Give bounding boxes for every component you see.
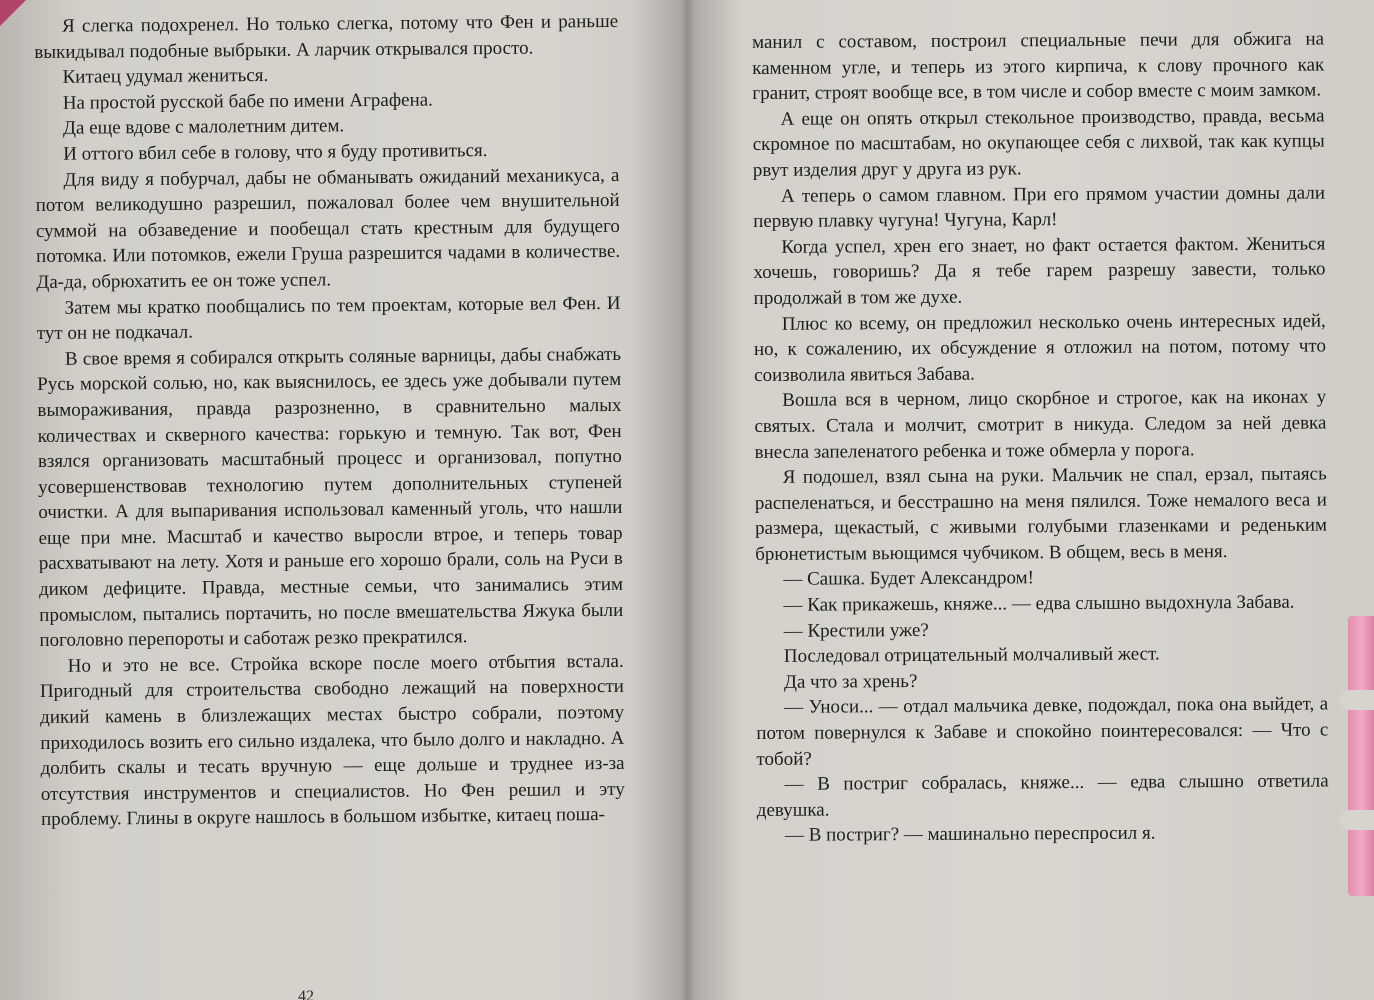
left-paragraph-1: Я слегка подохренел. Но только слегка, потому что Фен и раньше выкидывал подобные выбрыки. А ларчик открывался просто. (34, 10, 619, 63)
left-paragraph-8: В свое время я собирался открыть соляные варницы, дабы снабжать Русь морской солью, но, как выяснилось, ее здесь уже добывали путем вымораживания, правда разрозненно, в сравнительно малых количествах и скверного качества: горькую и темную. Так вот, Фен взялся организовать масштабный процесс и организовал, попутно усовершенствовав технологию путем дополнительных ступеней очистки. А для выпаривания использовал каменный уголь, что нашли еще при мне. Масштаб и качество выросли втрое, и теперь товар расхватывают на лету. Хотя и раньше его хорошо брали, соль на Руси в диком дефиците. Правда, местные семьи, что занимались этим промыслом, пытались портачить, но после вмешательства Яжука были поголовно перепороты и саботаж резко прекратился. (37, 343, 624, 652)
right-paragraph-8: — Сашка. Будет Александром! (783, 567, 1034, 591)
right-paragraph-15: — В постриг? — машинально переспросил я. (784, 822, 1156, 847)
corner-bookmark (0, 0, 26, 26)
right-paragraph-13: — Уноси... — отдал мальчика девке, подождал, пока она выйдет, а потом повернулся к Забаве и спокойно поинтересовался: — Что с тобой? (756, 693, 1329, 770)
right-paragraph-11: Последовал отрицательный молчаливый жест. (783, 643, 1160, 668)
left-paragraph-7: Затем мы кратко пообщались по тем проектам, которые вел Фен. И тут он не подкачал. (36, 292, 621, 345)
right-paragraph-1: манил с составом, построил специальные печи для обжига на каменном угле, и теперь из этого кирпича, к слову прочного как гранит, строят вообще все, в том числе и собор вместе с моим замком. (752, 28, 1325, 105)
right-paragraph-3: А теперь о самом главном. При его прямом участии домны дали первую плавку чугуна! Чугуна, Карл! (753, 182, 1326, 233)
right-paragraph-10: — Крестили уже? (783, 619, 929, 642)
right-paragraph-14: — В постриг собралась, княже... — едва слышно ответила девушка. (756, 770, 1329, 821)
right-paragraph-2: А еще он опять открыл стекольное производство, правда, весьма скромное по масштабам, но окупающее себя с лихвой, так как купцы рвут изделия друг у друга из рук. (752, 105, 1325, 181)
ribbon-notch (1340, 690, 1374, 710)
right-page (752, 27, 1329, 849)
left-paragraph-3: На простой русской бабе по имени Аграфена. (62, 89, 433, 114)
left-paragraph-2: Китаец удумал жениться. (62, 65, 269, 88)
right-paragraph-6: Вошла вся в черном, лицо скорбное и строгое, как на иконах у святых. Стала и молчит, смотрит в никуда. Следом за ней девка внесла запеленатого ребенка и тоже обмерла у порога. (754, 386, 1327, 463)
left-paragraph-4: Да еще вдове с малолетним дитем. (62, 115, 345, 140)
left-paragraph-9: Но и это не все. Стройка вскоре после моего отбытия встала. Пригодный для строительства свободно лежащий на поверхности дикий камень в близлежащих местах быстро собрали, поэтому приходилось возить его сильно издалека, что было долго и накладно. А долбить скалы и тесать вручную — еще дольше и труднее из-за отсутствия инструментов и специалистов. Но Фен решил и эту проблему. Глины в округе нашлось в большом избытке, китаец поша- (39, 650, 625, 831)
right-paragraph-4: Когда успел, хрен его знает, но факт остается фактом. Жениться хочешь, говоришь? Да я тебе гарем разрешу завести, только продолжай в том же духе. (753, 233, 1326, 309)
right-paragraph-7: Я подошел, взял сына на руки. Мальчик не спал, ерзал, пытаясь распеленаться, и бесстрашно на меня пялился. Тоже немалого веса и размера, щекастый, с живыми голубыми глазенками и реденьким брюнетистым вьющимся чубчиком. В общем, весь в меня. (754, 463, 1328, 565)
left-paragraph-6: Для виду я побурчал, дабы не обманывать ожиданий механикуса, а потом великодушно разрешил, пожаловал более чем внушительной суммой на обзаведение и пообещал стать крестным для будущего потомка. Или потомков, ежели Груша разрешится чадами в количестве. Да-да, обрюхатить ее он тоже успел. (35, 164, 621, 293)
right-paragraph-5: Плюс ко всему, он предложил несколько очень интересных идей, но, к сожалению, их обсуждение я отложил на потом, потому что соизволила явиться Забава. (753, 310, 1327, 386)
bookmark-ribbon (1348, 616, 1374, 896)
left-paragraph-5: И оттого вбил себе в голову, что я буду противиться. (63, 140, 488, 165)
right-paragraph-9: — Как прикажешь, княже... — едва слышно выдохнула Забава. (783, 591, 1295, 616)
ribbon-notch (1340, 810, 1374, 830)
page-number: 42 (298, 988, 314, 1000)
left-page (34, 9, 625, 833)
right-paragraph-12: Да что за хрень? (783, 670, 918, 693)
